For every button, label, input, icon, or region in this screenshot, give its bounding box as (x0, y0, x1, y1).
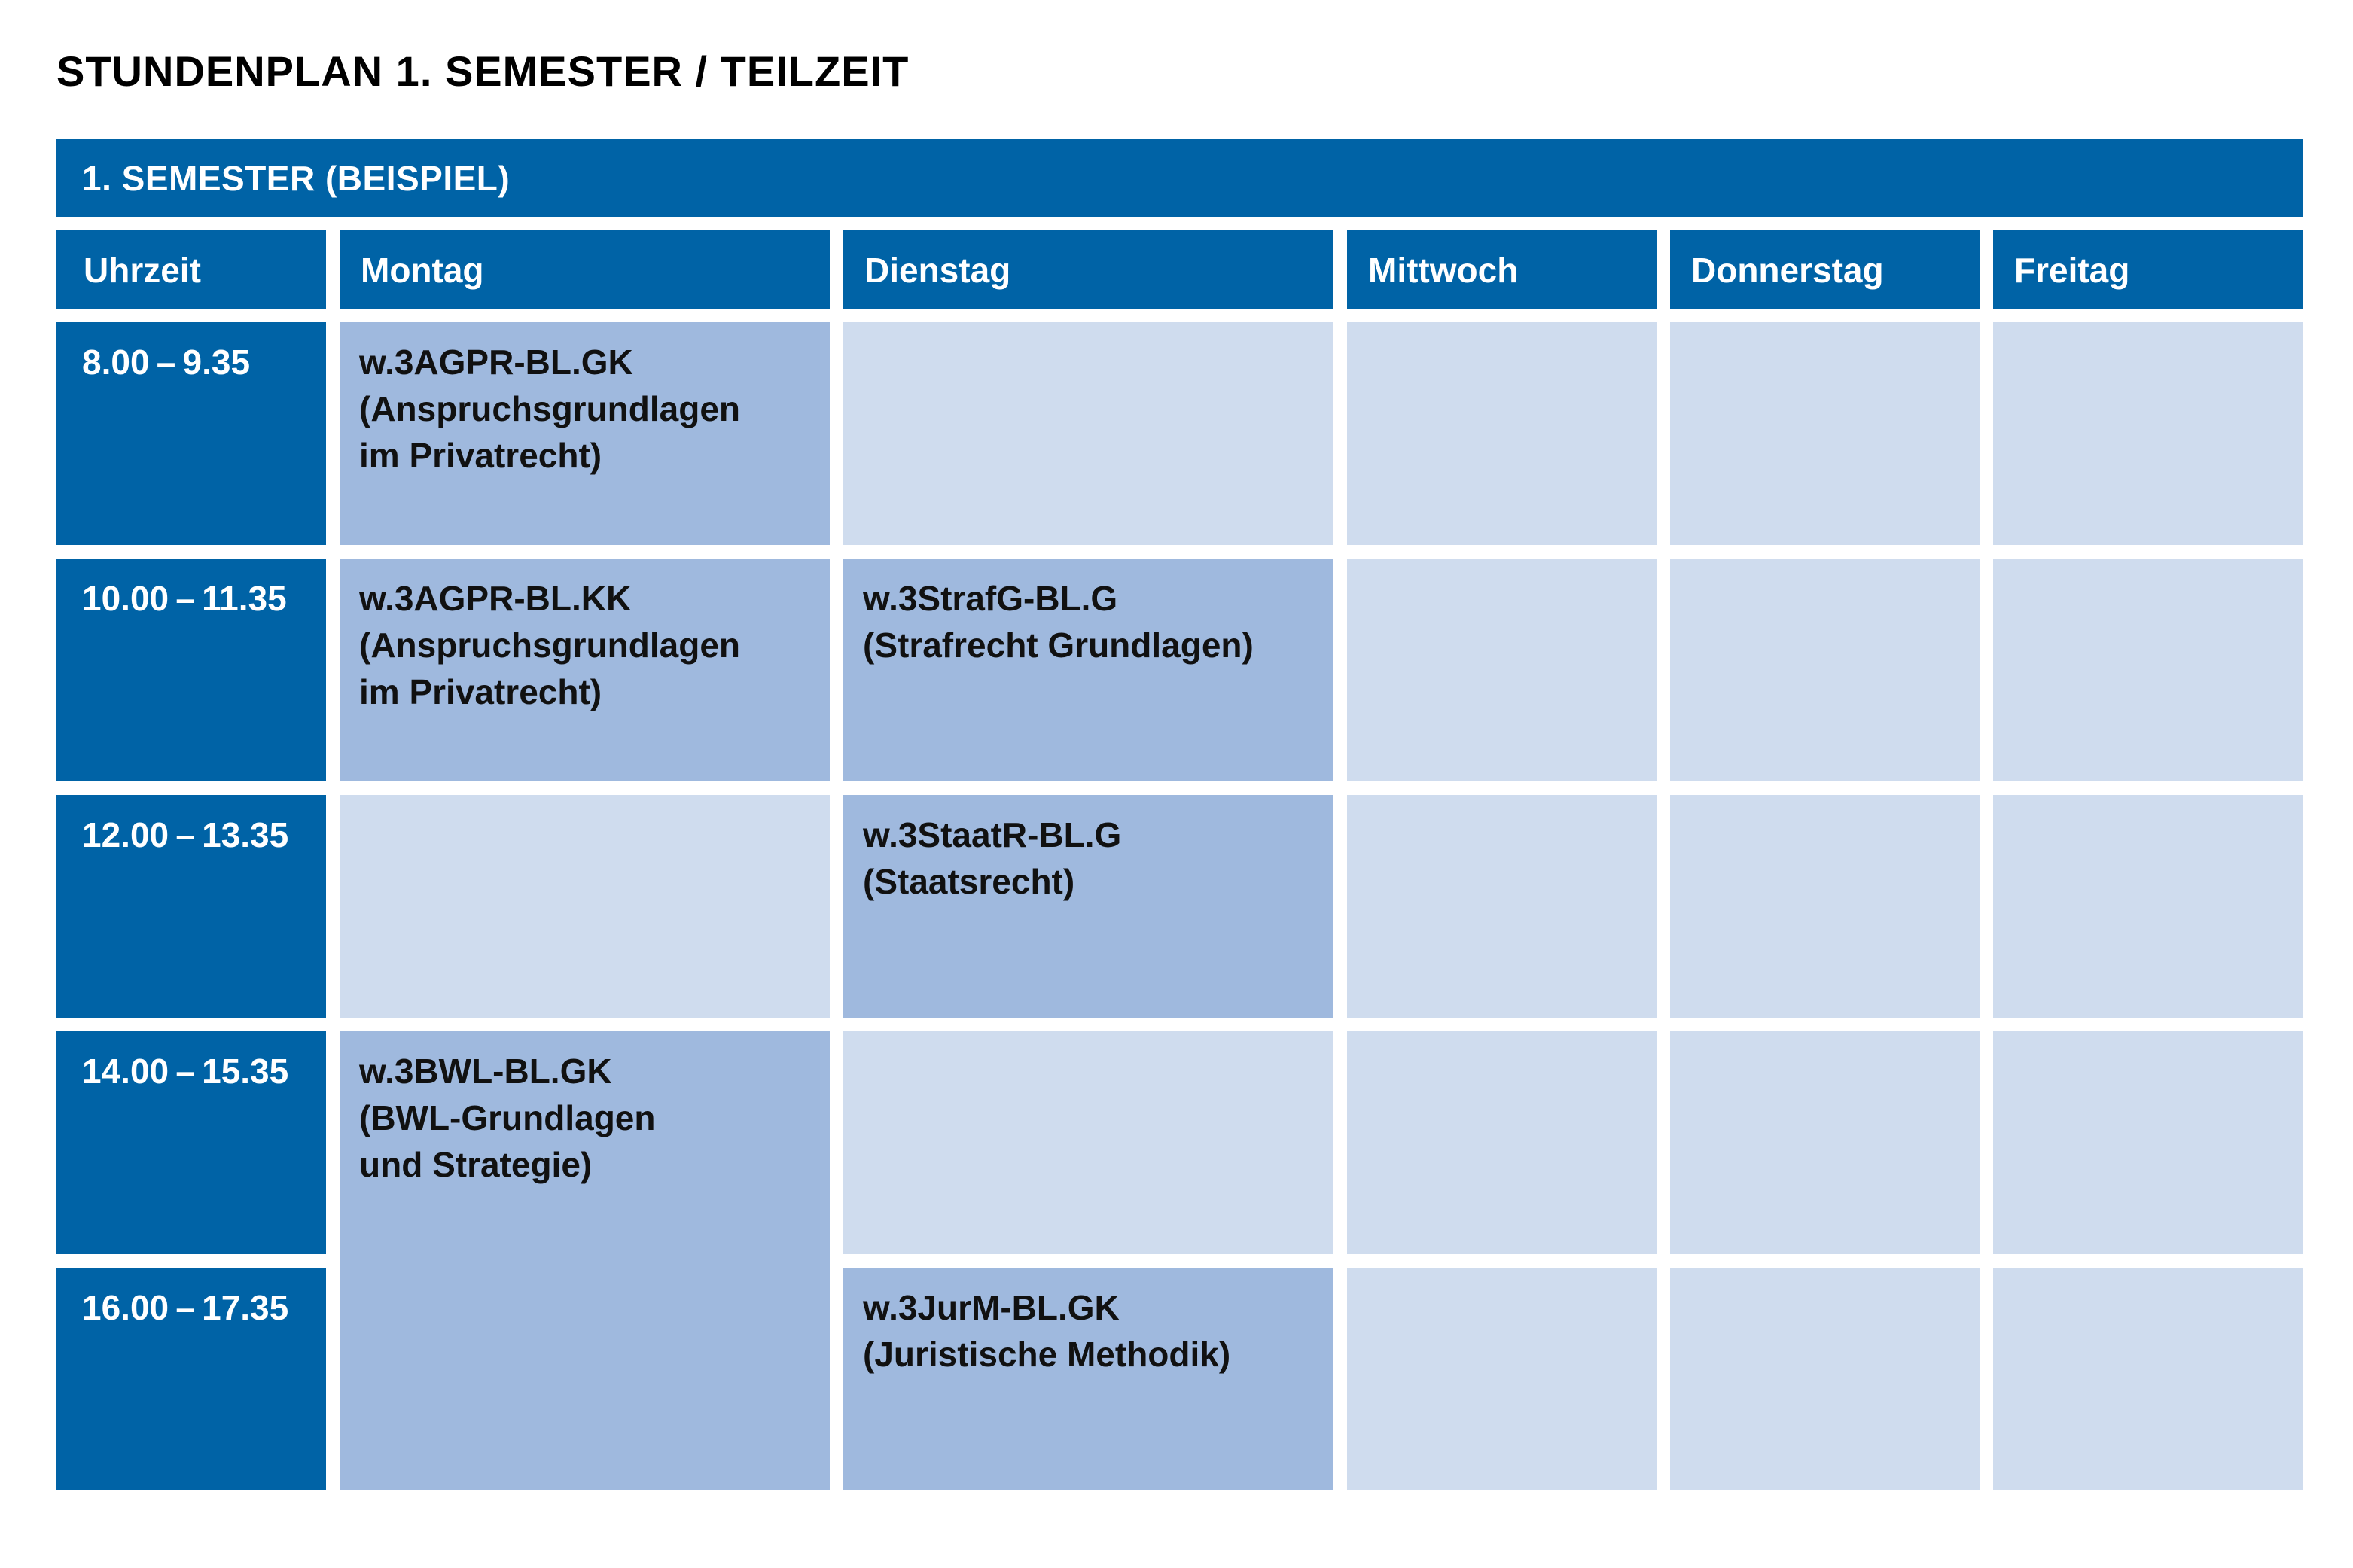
course-cell-montag-4-5[interactable] (340, 1031, 830, 1490)
course-code: w.3AGPR-BL.KK (359, 579, 632, 618)
course-name: (Juristische Methodik) (863, 1335, 1231, 1374)
column-header-donnerstag: Donnerstag (1670, 230, 1980, 309)
empty-cell-freitag-2 (1993, 559, 2303, 781)
column-header-dienstag: Dienstag (843, 230, 1333, 309)
course-code: w.3StaatR-BL.G (863, 815, 1122, 854)
empty-cell-donnerstag-1 (1670, 322, 1980, 545)
empty-cell-dienstag-1 (843, 322, 1333, 545)
empty-cell-mittwoch-4 (1347, 1031, 1657, 1254)
empty-cell-freitag-3 (1993, 795, 2303, 1018)
course-cell-dienstag-3[interactable] (843, 795, 1333, 1018)
course-cell-dienstag-5[interactable] (843, 1268, 1333, 1490)
empty-cell-dienstag-4 (843, 1031, 1333, 1254)
course-code: w.3StrafG-BL.G (863, 579, 1118, 618)
column-header-freitag: Freitag (1993, 230, 2303, 309)
empty-cell-donnerstag-3 (1670, 795, 1980, 1018)
empty-cell-donnerstag-4 (1670, 1031, 1980, 1254)
timetable (56, 139, 2303, 1495)
column-header-montag: Montag (340, 230, 830, 309)
course-code: w.3JurM-BL.GK (863, 1288, 1120, 1327)
time-slot-3: 12.00 – 13.35 (56, 795, 326, 1018)
empty-cell-freitag-1 (1993, 322, 2303, 545)
semester-banner: 1. SEMESTER (BEISPIEL) (56, 139, 2303, 217)
course-name: (Staatsrecht) (863, 862, 1075, 901)
time-slot-4: 14.00 – 15.35 (56, 1031, 326, 1254)
empty-cell-mittwoch-5 (1347, 1268, 1657, 1490)
course-name: (Strafrecht Grundlagen) (863, 626, 1254, 665)
course-cell-montag-2[interactable] (340, 559, 830, 781)
time-slot-1: 8.00 – 9.35 (56, 322, 326, 545)
course-name: (Anspruchsgrundlagen im Privatrecht) (359, 389, 741, 475)
empty-cell-donnerstag-5 (1670, 1268, 1980, 1490)
course-name: (BWL-Grundlagen und Strategie) (359, 1098, 656, 1184)
course-code: w.3BWL-BL.GK (359, 1052, 612, 1091)
course-code: w.3AGPR-BL.GK (359, 343, 633, 382)
empty-cell-mittwoch-1 (1347, 322, 1657, 545)
column-header-mittwoch: Mittwoch (1347, 230, 1657, 309)
empty-cell-montag-3 (340, 795, 830, 1018)
empty-cell-donnerstag-2 (1670, 559, 1980, 781)
time-slot-2: 10.00 – 11.35 (56, 559, 326, 781)
column-header-uhrzeit: Uhrzeit (56, 230, 326, 309)
course-cell-montag-1[interactable] (340, 322, 830, 545)
course-name: (Anspruchsgrundlagen im Privatrecht) (359, 626, 741, 711)
empty-cell-mittwoch-3 (1347, 795, 1657, 1018)
empty-cell-freitag-4 (1993, 1031, 2303, 1254)
empty-cell-mittwoch-2 (1347, 559, 1657, 781)
time-slot-5: 16.00 – 17.35 (56, 1268, 326, 1490)
course-cell-dienstag-2[interactable] (843, 559, 1333, 781)
empty-cell-freitag-5 (1993, 1268, 2303, 1490)
page-title: STUNDENPLAN 1. SEMESTER / TEILZEIT (56, 47, 910, 95)
